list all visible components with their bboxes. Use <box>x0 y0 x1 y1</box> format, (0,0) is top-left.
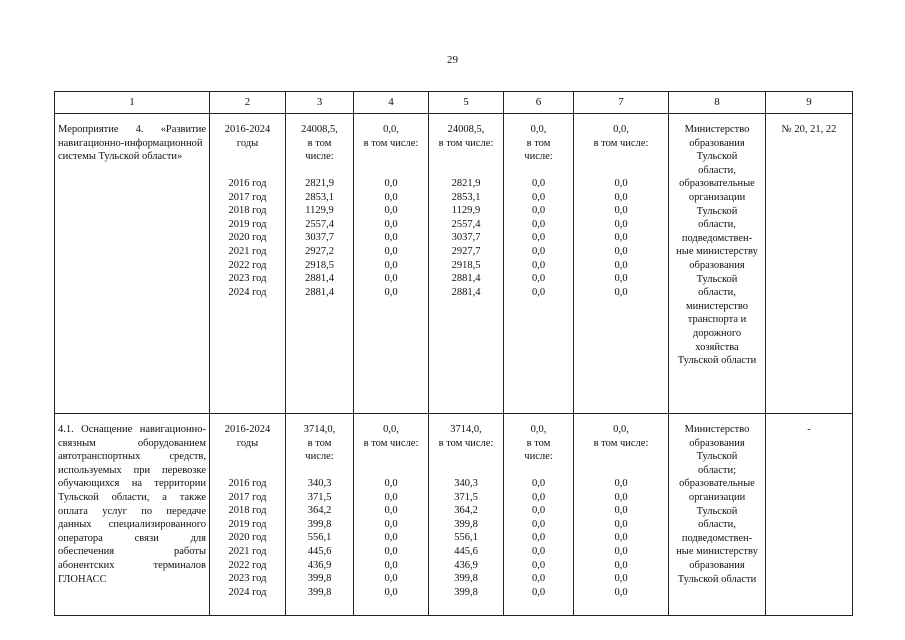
year-value: 0,0 <box>531 273 546 285</box>
table-row <box>55 114 853 414</box>
year-value: 445,6 <box>454 545 478 557</box>
yearly-values <box>286 477 353 599</box>
year-value: 0,0 <box>614 545 628 557</box>
year-value: 0,0 <box>614 491 628 503</box>
year-label: 2022 год <box>228 559 267 571</box>
year-value: 0,0 <box>531 259 546 271</box>
period-cell <box>210 114 286 414</box>
year-value: 0,0 <box>531 286 546 298</box>
year-value: 0,0 <box>384 245 398 257</box>
column-header: 4 <box>354 92 429 114</box>
funding-total <box>504 123 573 177</box>
funding-total <box>429 423 503 477</box>
year-value: 436,9 <box>307 559 332 571</box>
agency-line: министерство <box>685 300 749 312</box>
total-line: 0,0, <box>383 124 399 135</box>
total-line: 0,0, <box>530 424 547 435</box>
year-value: 0,0 <box>384 232 398 244</box>
page-number: 29 <box>447 54 458 66</box>
year-value: 556,1 <box>307 532 332 544</box>
funding-cell-c3 <box>286 414 354 616</box>
year-value: 0,0 <box>384 273 398 285</box>
agency-line: Тульской <box>696 451 738 463</box>
year-value: 0,0 <box>614 478 628 489</box>
year-value: 2918,5 <box>451 259 481 271</box>
yearly-values <box>574 477 668 599</box>
funding-cell-c6 <box>504 414 574 616</box>
year-value: 2927,7 <box>451 245 481 257</box>
year-value: 0,0 <box>384 191 398 203</box>
agency-line: Тульской <box>696 273 738 285</box>
column-header: 8 <box>669 92 766 114</box>
year-label: 2024 год <box>228 286 267 298</box>
funding-total <box>354 423 428 477</box>
agency-line: образовательные <box>679 178 755 190</box>
agency-line: подведомствен- <box>681 532 753 544</box>
period-line: годы <box>236 437 259 449</box>
agency-line: организации <box>688 191 746 203</box>
column-header: 7 <box>574 92 669 114</box>
year-value: 399,8 <box>454 586 478 598</box>
year-value: 399,8 <box>454 518 478 530</box>
total-line: в том <box>307 437 332 449</box>
year-label: 2016 год <box>228 178 267 189</box>
year-list <box>210 177 285 299</box>
year-value: 0,0 <box>384 218 398 230</box>
year-value: 0,0 <box>531 191 546 203</box>
year-value: 0,0 <box>384 505 398 517</box>
year-value: 0,0 <box>614 586 628 598</box>
agency-line: транспорта и <box>687 314 747 326</box>
year-value: 0,0 <box>614 218 628 230</box>
year-label: 2021 год <box>228 245 267 257</box>
funding-cell-c3 <box>286 114 354 414</box>
year-value: 0,0 <box>531 245 546 257</box>
yearly-values <box>504 177 573 299</box>
yearly-values <box>354 177 428 299</box>
year-value: 556,1 <box>454 532 478 544</box>
year-value: 2557,4 <box>451 218 481 230</box>
agency-line: образования <box>689 559 745 571</box>
agency-line: образования <box>689 259 745 271</box>
year-value: 0,0 <box>384 178 398 189</box>
year-label: 2020 год <box>228 232 267 244</box>
total-line: 0,0, <box>613 424 629 435</box>
year-value: 1129,9 <box>451 205 481 217</box>
year-label: 2019 год <box>228 218 267 230</box>
year-value: 371,5 <box>454 491 478 503</box>
year-value: 2821,9 <box>305 178 334 189</box>
period-line: 2016-2024 <box>224 124 271 135</box>
total-line: 0,0, <box>613 124 629 135</box>
table-row <box>55 414 853 616</box>
agency-line: области, <box>698 164 736 176</box>
year-value: 0,0 <box>614 559 628 571</box>
total-line: числе: <box>305 151 334 163</box>
year-label: 2023 год <box>228 273 267 285</box>
year-value: 0,0 <box>384 573 398 585</box>
agency-line: Министерство <box>684 424 750 435</box>
year-label: 2023 год <box>228 573 267 585</box>
agency-line: образования <box>689 437 745 449</box>
year-value: 0,0 <box>384 518 398 530</box>
agency-line: области, <box>698 219 736 231</box>
year-value: 2881,4 <box>305 286 334 298</box>
year-value: 0,0 <box>614 286 628 298</box>
total-line: в том <box>526 137 551 149</box>
funding-cell-c5 <box>429 114 504 414</box>
year-value: 0,0 <box>614 518 628 530</box>
year-value: 445,6 <box>307 545 332 557</box>
column-header: 1 <box>55 92 210 114</box>
year-value: 0,0 <box>531 586 546 598</box>
year-value: 0,0 <box>531 559 546 571</box>
year-value: 371,5 <box>307 491 332 503</box>
year-list <box>210 477 285 599</box>
year-value: 2918,5 <box>305 259 334 271</box>
funding-total <box>354 123 428 177</box>
year-value: 0,0 <box>614 273 628 285</box>
total-line: числе: <box>524 451 553 463</box>
indicator-refs: - <box>766 414 853 616</box>
total-line: числе: <box>305 451 334 463</box>
total-line: в том <box>526 437 551 449</box>
agency-line: Тульской области <box>677 573 757 585</box>
agency-line: Министерство <box>684 124 750 135</box>
funding-total <box>574 423 668 477</box>
agency-line: ные министерству <box>676 246 758 258</box>
total-line: в том числе: <box>363 437 419 449</box>
year-value: 0,0 <box>614 232 628 244</box>
year-value: 0,0 <box>384 532 398 544</box>
agency-line: Тульской <box>696 205 738 217</box>
year-value: 0,0 <box>384 586 398 598</box>
year-value: 0,0 <box>614 505 628 517</box>
total-line: в том числе: <box>363 137 419 149</box>
agency-line: образования <box>689 137 745 149</box>
funding-cell-c6 <box>504 114 574 414</box>
year-value: 0,0 <box>531 505 546 517</box>
year-label: 2017 год <box>228 491 267 503</box>
year-label: 2022 год <box>228 259 267 271</box>
program-table <box>54 91 853 616</box>
yearly-values <box>574 177 668 299</box>
column-header: 9 <box>766 92 853 114</box>
yearly-values <box>429 177 503 299</box>
indicator-refs: № 20, 21, 22 <box>766 114 853 414</box>
year-value: 0,0 <box>384 259 398 271</box>
period-total <box>210 123 285 177</box>
funding-cell-c4 <box>354 114 429 414</box>
year-label: 2019 год <box>228 518 267 530</box>
agency-line: организации <box>688 491 746 503</box>
total-line: в том <box>307 137 332 149</box>
year-value: 0,0 <box>531 518 546 530</box>
total-line: 0,0, <box>383 424 399 435</box>
total-line: 24008,5, <box>301 124 338 135</box>
total-line: в том числе: <box>593 437 649 449</box>
period-line: годы <box>236 137 259 149</box>
agency-line: Тульской <box>696 505 738 517</box>
funding-cell-c7 <box>574 114 669 414</box>
year-value: 0,0 <box>531 218 546 230</box>
agency-line: области, <box>698 287 736 299</box>
funding-cell-c7 <box>574 414 669 616</box>
funding-total <box>504 423 573 477</box>
year-label: 2021 год <box>228 545 267 557</box>
funding-total <box>574 123 668 177</box>
year-value: 2881,4 <box>451 273 481 285</box>
column-header: 6 <box>504 92 574 114</box>
column-header: 5 <box>429 92 504 114</box>
agency-line: ные министерству <box>676 546 758 558</box>
total-line: 24008,5, <box>447 124 485 135</box>
year-value: 399,8 <box>307 586 332 598</box>
year-value: 0,0 <box>614 573 628 585</box>
year-value: 0,0 <box>531 545 546 557</box>
agency-line: области; <box>697 464 737 476</box>
yearly-values <box>504 477 573 599</box>
year-value: 0,0 <box>614 205 628 217</box>
year-label: 2017 год <box>228 191 267 203</box>
responsible-agency <box>669 414 766 616</box>
year-value: 0,0 <box>384 491 398 503</box>
year-label: 2016 год <box>228 478 267 489</box>
year-value: 340,3 <box>454 478 478 489</box>
agency-line: подведомствен- <box>681 232 753 244</box>
year-label: 2018 год <box>228 505 267 517</box>
yearly-values <box>286 177 353 299</box>
year-value: 2881,4 <box>451 286 481 298</box>
year-value: 436,9 <box>454 559 478 571</box>
year-value: 0,0 <box>531 478 546 489</box>
year-value: 364,2 <box>454 505 478 517</box>
year-value: 0,0 <box>384 478 398 489</box>
funding-cell-c5 <box>429 414 504 616</box>
total-line: 3714,0, <box>303 424 336 435</box>
funding-cell-c4 <box>354 414 429 616</box>
period-cell <box>210 414 286 616</box>
agency-line: Тульской <box>696 151 738 163</box>
agency-line: хозяйства <box>695 341 739 353</box>
year-label: 2018 год <box>228 205 267 217</box>
funding-total <box>286 423 353 477</box>
year-value: 1129,9 <box>305 205 334 217</box>
total-line: 3714,0, <box>450 424 482 435</box>
period-total <box>210 423 285 477</box>
year-value: 0,0 <box>614 191 628 203</box>
year-value: 0,0 <box>614 245 628 257</box>
year-value: 0,0 <box>531 232 546 244</box>
year-value: 0,0 <box>614 532 628 544</box>
year-value: 2853,1 <box>305 191 334 203</box>
year-value: 0,0 <box>384 559 398 571</box>
year-value: 0,0 <box>384 286 398 298</box>
activity-description: Мероприятие 4. «Развитие навигационно-информационной системы Тульской области» <box>55 114 210 414</box>
year-value: 0,0 <box>531 573 546 585</box>
year-value: 0,0 <box>614 178 628 189</box>
year-value: 2853,1 <box>451 191 481 203</box>
period-line: 2016-2024 <box>224 424 271 435</box>
funding-total <box>429 123 503 177</box>
yearly-values <box>354 477 428 599</box>
year-value: 0,0 <box>614 259 628 271</box>
year-value: 399,8 <box>307 518 332 530</box>
year-value: 3037,7 <box>451 232 481 244</box>
year-value: 2881,4 <box>305 273 334 285</box>
agency-line: образовательные <box>679 478 755 490</box>
column-header: 3 <box>286 92 354 114</box>
total-line: в том числе: <box>438 437 494 449</box>
year-value: 3037,7 <box>305 232 334 244</box>
total-line: в том числе: <box>593 137 649 149</box>
activity-description: 4.1. Оснащение навигационно-связным оборудованием автотранспортных средств, используемых при перевозке обучающихся на территории Тульской области, а также оплата услуг по передаче данных специализированного оператора связи для обеспечения работы абонентских терминалов ГЛОНАСС <box>55 414 210 616</box>
column-header: 2 <box>210 92 286 114</box>
year-value: 399,8 <box>307 573 332 585</box>
year-value: 2821,9 <box>451 178 481 189</box>
year-value: 0,0 <box>531 205 546 217</box>
agency-line: области, <box>698 519 736 531</box>
yearly-values <box>429 477 503 599</box>
agency-line: Тульской области <box>677 355 757 367</box>
year-label: 2020 год <box>228 532 267 544</box>
agency-line: дорожного <box>692 327 742 339</box>
responsible-agency <box>669 114 766 414</box>
total-line: 0,0, <box>530 124 547 135</box>
year-value: 399,8 <box>454 573 478 585</box>
year-label: 2024 год <box>228 586 267 598</box>
total-line: в том числе: <box>438 137 494 149</box>
year-value: 0,0 <box>384 205 398 217</box>
funding-total <box>286 123 353 177</box>
year-value: 0,0 <box>384 545 398 557</box>
year-value: 2927,2 <box>305 245 334 257</box>
year-value: 0,0 <box>531 491 546 503</box>
year-value: 340,3 <box>307 478 332 489</box>
year-value: 0,0 <box>531 178 546 189</box>
column-number-row <box>55 92 853 114</box>
total-line: числе: <box>524 151 553 163</box>
year-value: 0,0 <box>531 532 546 544</box>
year-value: 2557,4 <box>305 218 334 230</box>
year-value: 364,2 <box>307 505 332 517</box>
